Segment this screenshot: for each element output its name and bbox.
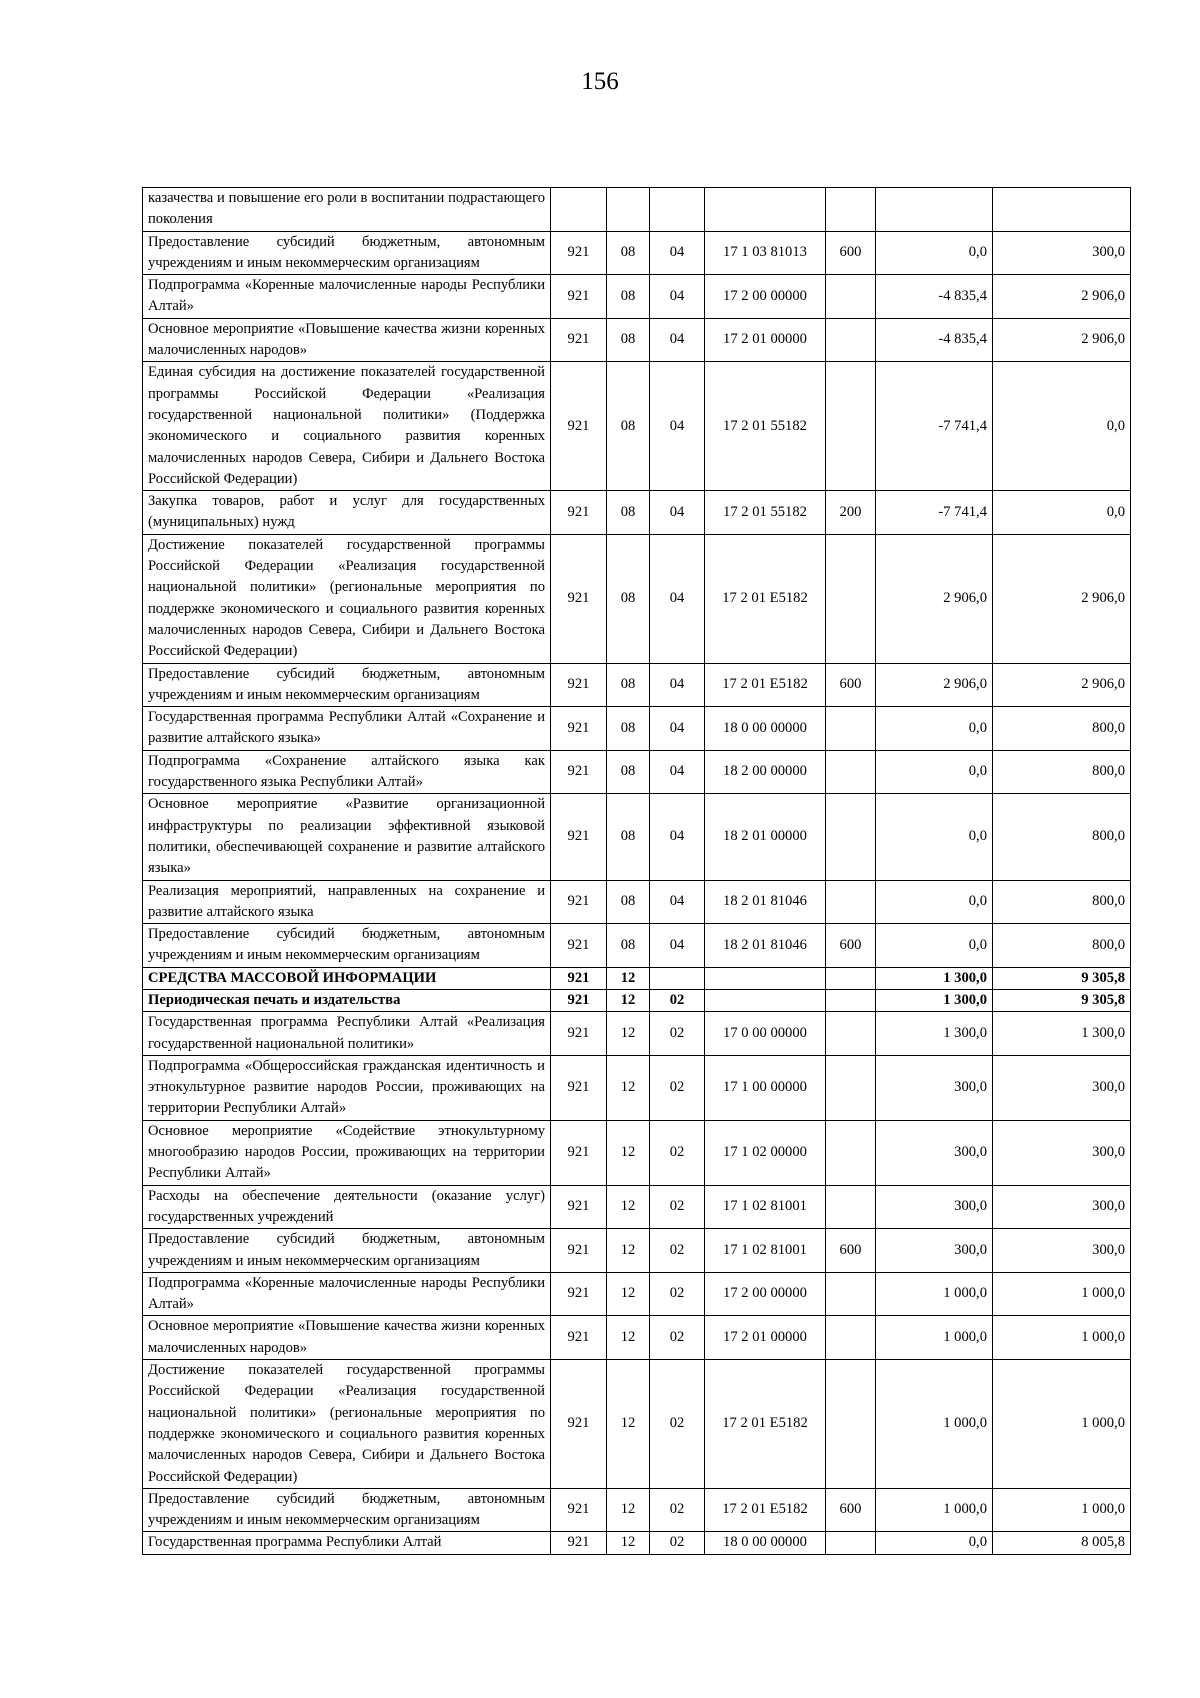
amount-total: 2 906,0 [993,318,1131,362]
target-article-code: 17 2 01 55182 [705,491,826,535]
expense-type-code [826,880,876,924]
subsection-code [650,967,705,989]
section-code: 12 [607,967,650,989]
admin-code: 921 [551,318,607,362]
expense-type-code [826,1055,876,1120]
amount-total: 1 300,0 [993,1012,1131,1056]
expense-type-code: 600 [826,231,876,275]
admin-code: 921 [551,1272,607,1316]
admin-code: 921 [551,750,607,794]
section-code: 12 [607,1055,650,1120]
amount-total: 800,0 [993,750,1131,794]
amount-change: 1 000,0 [876,1360,993,1489]
row-name: Основное мероприятие «Содействие этнокультурному многообразию народов России, проживающих на территории Республики Алтай» [143,1120,551,1185]
subsection-code: 02 [650,1120,705,1185]
amount-change [876,188,993,232]
target-article-code: 18 2 01 00000 [705,794,826,880]
subsection-code: 02 [650,1316,705,1360]
subsection-code: 04 [650,794,705,880]
table-row [143,967,1131,989]
row-name: Основное мероприятие «Развитие организационной инфраструктуры по реализации эффективной языковой политики, обеспечивающей сохранение и развитие алтайского языка» [143,794,551,880]
table-row [143,1185,1131,1229]
amount-change: -7 741,4 [876,491,993,535]
amount-total: 800,0 [993,794,1131,880]
table-row [143,1055,1131,1120]
section-code: 12 [607,989,650,1011]
row-name: Достижение показателей государственной программы Российской Федерации «Реализация государственной национальной политики» (региональные мероприятия по поддержке экономического и социального развития коренных малочисленных народов Севера, Сибири и Дальнего Востока Российской Федерации) [143,1360,551,1489]
section-code: 12 [607,1316,650,1360]
expense-type-code: 600 [826,663,876,707]
amount-total: 300,0 [993,231,1131,275]
amount-change: 300,0 [876,1229,993,1273]
subsection-code: 04 [650,318,705,362]
expense-type-code: 600 [826,1229,876,1273]
target-article-code: 17 2 00 00000 [705,1272,826,1316]
table-row [143,491,1131,535]
admin-code: 921 [551,1532,607,1554]
row-name: Подпрограмма «Коренные малочисленные народы Республики Алтай» [143,1272,551,1316]
amount-total: 1 000,0 [993,1316,1131,1360]
budget-table-body [143,188,1131,1555]
expense-type-code [826,1120,876,1185]
table-row [143,989,1131,1011]
admin-code: 921 [551,1055,607,1120]
expense-type-code [826,1272,876,1316]
row-name: Основное мероприятие «Повышение качества жизни коренных малочисленных народов» [143,318,551,362]
section-code: 08 [607,750,650,794]
amount-total: 300,0 [993,1229,1131,1273]
subsection-code: 04 [650,924,705,968]
amount-change: 0,0 [876,750,993,794]
admin-code: 921 [551,1185,607,1229]
section-code: 08 [607,275,650,319]
section-code: 08 [607,534,650,663]
expense-type-code: 600 [826,1488,876,1532]
row-name: Реализация мероприятий, направленных на сохранение и развитие алтайского языка [143,880,551,924]
admin-code: 921 [551,663,607,707]
expense-type-code [826,275,876,319]
target-article-code: 17 2 01 E5182 [705,534,826,663]
amount-total: 800,0 [993,880,1131,924]
section-code: 08 [607,491,650,535]
section-code: 08 [607,362,650,491]
subsection-code: 04 [650,663,705,707]
subsection-code: 02 [650,1055,705,1120]
section-code: 12 [607,1012,650,1056]
subsection-code: 04 [650,362,705,491]
amount-change: 300,0 [876,1055,993,1120]
expense-type-code: 600 [826,924,876,968]
target-article-code: 17 2 01 E5182 [705,1360,826,1489]
target-article-code [705,188,826,232]
admin-code: 921 [551,989,607,1011]
target-article-code: 17 0 00 00000 [705,1012,826,1056]
admin-code: 921 [551,707,607,751]
amount-total: 0,0 [993,362,1131,491]
admin-code: 921 [551,1360,607,1489]
subsection-code: 02 [650,1532,705,1554]
expense-type-code [826,967,876,989]
admin-code: 921 [551,275,607,319]
expense-type-code [826,362,876,491]
subsection-code: 04 [650,231,705,275]
table-row [143,663,1131,707]
subsection-code: 04 [650,880,705,924]
table-row [143,188,1131,232]
section-code: 12 [607,1185,650,1229]
amount-total: 9 305,8 [993,989,1131,1011]
subsection-code: 02 [650,1012,705,1056]
amount-total: 1 000,0 [993,1272,1131,1316]
target-article-code [705,967,826,989]
admin-code: 921 [551,880,607,924]
subsection-code [650,188,705,232]
section-code: 08 [607,231,650,275]
target-article-code: 17 2 01 00000 [705,1316,826,1360]
table-row [143,1229,1131,1273]
row-name: Государственная программа Республики Алтай «Реализация государственной национальной политики» [143,1012,551,1056]
target-article-code: 17 1 03 81013 [705,231,826,275]
section-code: 08 [607,707,650,751]
section-code: 12 [607,1532,650,1554]
subsection-code: 04 [650,275,705,319]
amount-change: 300,0 [876,1120,993,1185]
section-code: 08 [607,924,650,968]
amount-change: 1 300,0 [876,989,993,1011]
section-code: 12 [607,1120,650,1185]
section-code: 12 [607,1360,650,1489]
amount-change: 2 906,0 [876,663,993,707]
table-row [143,362,1131,491]
table-row [143,750,1131,794]
row-name: Государственная программа Республики Алтай «Сохранение и развитие алтайского языка» [143,707,551,751]
section-code: 12 [607,1229,650,1273]
subsection-code: 02 [650,1272,705,1316]
table-row [143,318,1131,362]
target-article-code: 17 2 01 E5182 [705,1488,826,1532]
admin-code: 921 [551,1316,607,1360]
amount-total: 8 005,8 [993,1532,1131,1554]
row-name: Подпрограмма «Коренные малочисленные народы Республики Алтай» [143,275,551,319]
amount-total: 300,0 [993,1120,1131,1185]
amount-change: 1 300,0 [876,1012,993,1056]
expense-type-code [826,1185,876,1229]
expense-type-code [826,534,876,663]
table-row [143,1532,1131,1554]
target-article-code: 17 1 00 00000 [705,1055,826,1120]
amount-change: 0,0 [876,924,993,968]
amount-change: 0,0 [876,1532,993,1554]
amount-total: 2 906,0 [993,275,1131,319]
admin-code: 921 [551,967,607,989]
table-row [143,1120,1131,1185]
admin-code [551,188,607,232]
row-name: Предоставление субсидий бюджетным, автономным учреждениям и иным некоммерческим организациям [143,1488,551,1532]
subsection-code: 02 [650,1185,705,1229]
admin-code: 921 [551,231,607,275]
row-name: Достижение показателей государственной программы Российской Федерации «Реализация государственной национальной политики» (региональные мероприятия по поддержке экономического и социального развития коренных малочисленных народов Севера, Сибири и Дальнего Востока Российской Федерации) [143,534,551,663]
admin-code: 921 [551,924,607,968]
subsection-code: 02 [650,1360,705,1489]
subsection-code: 04 [650,707,705,751]
amount-change: 2 906,0 [876,534,993,663]
row-name: Предоставление субсидий бюджетным, автономным учреждениям и иным некоммерческим организациям [143,1229,551,1273]
subsection-code: 04 [650,750,705,794]
section-code: 08 [607,794,650,880]
table-row [143,794,1131,880]
expense-type-code [826,1012,876,1056]
target-article-code: 17 2 00 00000 [705,275,826,319]
amount-total: 300,0 [993,1185,1131,1229]
expense-type-code [826,1360,876,1489]
admin-code: 921 [551,491,607,535]
section-code: 12 [607,1272,650,1316]
admin-code: 921 [551,1120,607,1185]
amount-change: 1 300,0 [876,967,993,989]
amount-change: 0,0 [876,707,993,751]
table-row [143,707,1131,751]
row-name: казачества и повышение его роли в воспитании подрастающего поколения [143,188,551,232]
admin-code: 921 [551,1012,607,1056]
amount-change: 0,0 [876,231,993,275]
amount-change: 0,0 [876,880,993,924]
amount-total: 800,0 [993,924,1131,968]
subsection-code: 04 [650,491,705,535]
target-article-code: 18 0 00 00000 [705,1532,826,1554]
table-row [143,1012,1131,1056]
row-name: Расходы на обеспечение деятельности (оказание услуг) государственных учреждений [143,1185,551,1229]
target-article-code: 17 2 01 E5182 [705,663,826,707]
amount-total: 1 000,0 [993,1360,1131,1489]
amount-total: 1 000,0 [993,1488,1131,1532]
amount-total: 2 906,0 [993,534,1131,663]
row-name: Закупка товаров, работ и услуг для государственных (муниципальных) нужд [143,491,551,535]
section-code: 08 [607,880,650,924]
subsection-code: 02 [650,1488,705,1532]
subsection-code: 02 [650,989,705,1011]
admin-code: 921 [551,534,607,663]
target-article-code: 18 2 01 81046 [705,880,826,924]
expense-type-code [826,1532,876,1554]
target-article-code: 18 0 00 00000 [705,707,826,751]
expense-type-code [826,318,876,362]
budget-table [142,187,1131,1555]
amount-change: 1 000,0 [876,1316,993,1360]
row-name: Периодическая печать и издательства [143,989,551,1011]
expense-type-code [826,188,876,232]
target-article-code: 17 1 02 00000 [705,1120,826,1185]
expense-type-code [826,707,876,751]
amount-total: 0,0 [993,491,1131,535]
target-article-code: 17 2 01 00000 [705,318,826,362]
amount-change: 300,0 [876,1185,993,1229]
table-row [143,1272,1131,1316]
expense-type-code [826,1316,876,1360]
expense-type-code: 200 [826,491,876,535]
target-article-code: 18 2 01 81046 [705,924,826,968]
subsection-code: 02 [650,1229,705,1273]
amount-total: 2 906,0 [993,663,1131,707]
admin-code: 921 [551,794,607,880]
section-code: 12 [607,1488,650,1532]
table-row [143,880,1131,924]
admin-code: 921 [551,1488,607,1532]
amount-change: 1 000,0 [876,1488,993,1532]
expense-type-code [826,750,876,794]
table-row [143,534,1131,663]
target-article-code: 17 1 02 81001 [705,1185,826,1229]
expense-type-code [826,989,876,1011]
amount-change: -7 741,4 [876,362,993,491]
row-name: Предоставление субсидий бюджетным, автономным учреждениям и иным некоммерческим организациям [143,231,551,275]
row-name: Предоставление субсидий бюджетным, автономным учреждениям и иным некоммерческим организациям [143,663,551,707]
row-name: Подпрограмма «Сохранение алтайского языка как государственного языка Республики Алтай» [143,750,551,794]
table-row [143,1360,1131,1489]
admin-code: 921 [551,362,607,491]
section-code [607,188,650,232]
subsection-code: 04 [650,534,705,663]
amount-change: -4 835,4 [876,318,993,362]
target-article-code: 18 2 00 00000 [705,750,826,794]
amount-total: 800,0 [993,707,1131,751]
table-row [143,1316,1131,1360]
table-row [143,231,1131,275]
amount-change: 1 000,0 [876,1272,993,1316]
row-name: Государственная программа Республики Алтай [143,1532,551,1554]
table-row [143,924,1131,968]
section-code: 08 [607,663,650,707]
table-row [143,275,1131,319]
row-name: Предоставление субсидий бюджетным, автономным учреждениям и иным некоммерческим организациям [143,924,551,968]
admin-code: 921 [551,1229,607,1273]
amount-total: 9 305,8 [993,967,1131,989]
row-name: Единая субсидия на достижение показателей государственной программы Российской Федерации «Реализация государственной национальной политики» (Поддержка экономического и социального развития коренных малочисленных народов Севера, Сибири и Дальнего Востока Российской Федерации) [143,362,551,491]
amount-change: -4 835,4 [876,275,993,319]
expense-type-code [826,794,876,880]
row-name: СРЕДСТВА МАССОВОЙ ИНФОРМАЦИИ [143,967,551,989]
amount-total [993,188,1131,232]
target-article-code: 17 2 01 55182 [705,362,826,491]
amount-change: 0,0 [876,794,993,880]
page-number: 156 [581,68,619,95]
section-code: 08 [607,318,650,362]
table-row [143,1488,1131,1532]
target-article-code: 17 1 02 81001 [705,1229,826,1273]
row-name: Подпрограмма «Общероссийская гражданская идентичность и этнокультурное развитие народов России, проживающих на территории Республики Алтай» [143,1055,551,1120]
target-article-code [705,989,826,1011]
row-name: Основное мероприятие «Повышение качества жизни коренных малочисленных народов» [143,1316,551,1360]
amount-total: 300,0 [993,1055,1131,1120]
